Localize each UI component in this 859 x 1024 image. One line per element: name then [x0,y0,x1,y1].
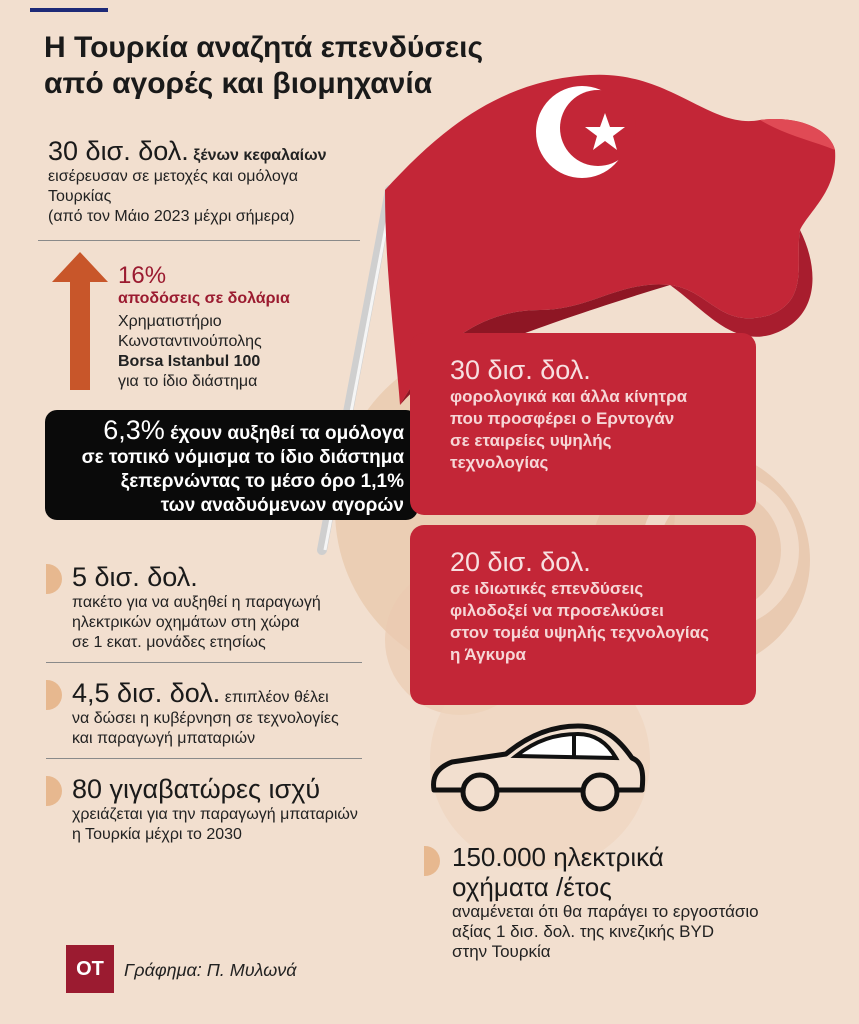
page-title [44,30,483,102]
title-line-2: από αγορές και βιομηχανία [44,67,433,100]
bonds-line-1: έχουν αυξηθεί τα ομόλογα [170,423,404,444]
battery-tech-line-2: να δώσει η κυβέρνηση σε τεχνολογίες [72,710,339,727]
divider [46,758,362,759]
bonds-box [45,410,418,520]
incentives-line-4: τεχνολογίας [450,453,549,472]
private-investment-line-4: η Άγκυρα [450,645,526,664]
up-arrow-icon [52,252,108,390]
top-accent-bar [30,8,108,12]
bonds-line-3: ξεπερνώντας το μέσο όρο 1,1% [120,471,404,492]
borsa-line-2: Κωνσταντινούπολης [118,333,262,350]
foreign-capital-stat [48,136,378,227]
borsa-label: αποδόσεις σε δολάρια [118,290,290,307]
ev-package-line-2: ηλεκτρικών οχημάτων στη χώρα [72,614,300,631]
ev-package-item [72,562,362,653]
bonds-line-4: των αναδυόμενων αγορών [160,495,404,516]
foreign-capital-label: ξένων κεφαλαίων [193,147,327,164]
ev-package-line-1: πακέτο για να αυξηθεί η παραγωγή [72,594,321,611]
ot-logo: ΟΤ [66,945,114,993]
incentives-amount: 30 δισ. δολ. [450,355,591,385]
bonds-percent: 6,3% [103,415,165,445]
byd-line-2: αξίας 1 δισ. δολ. της κινεζικής BYD [452,922,715,941]
borsa-stat [118,262,338,392]
byd-line-3: στην Τουρκία [452,942,551,961]
gigawatt-line-1: χρειάζεται για την παραγωγή μπαταριών [72,806,358,823]
ev-package-line-3: σε 1 εκατ. μονάδες ετησίως [72,634,266,651]
battery-tech-item [72,678,372,749]
foreign-capital-line-3: (από τον Μάιο 2023 μέχρι σήμερα) [48,208,295,225]
incentives-line-3: σε εταιρείες υψηλής [450,431,612,450]
incentives-line-1: φορολογικά και άλλα κίνητρα [450,387,688,406]
private-investment-line-3: στον τομέα υψηλής τεχνολογίας [450,623,709,642]
foreign-capital-amount: 30 δισ. δολ. [48,136,189,166]
ev-package-amount: 5 δισ. δολ. [72,562,198,592]
divider [46,662,362,663]
car-icon [428,718,648,818]
gigawatt-line-2: η Τουρκία μέχρι το 2030 [72,826,242,843]
battery-tech-amount: 4,5 δισ. δολ. [72,678,221,708]
borsa-line-3: Borsa Istanbul 100 [118,353,261,370]
byd-amount-line-1: 150.000 ηλεκτρικά [452,842,664,872]
bonds-line-2: σε τοπικό νόμισμα το ίδιο διάστημα [81,447,404,468]
divider [38,240,360,241]
byd-line-1: αναμένεται ότι θα παράγει το εργοστάσιο [452,902,759,921]
graphic-credit: Γράφημα: Π. Μυλωνά [124,960,297,980]
private-investment-amount: 20 δισ. δολ. [450,547,591,577]
gigawatt-amount: 80 γιγαβατώρες ισχύ [72,774,321,804]
incentives-box [410,333,756,515]
private-investment-line-1: σε ιδιωτικές επενδύσεις [450,579,644,598]
borsa-line-4: για το ίδιο διάστημα [118,373,258,390]
private-investment-line-2: φιλοδοξεί να προσελκύσει [450,601,664,620]
borsa-line-1: Χρηματιστήριο [118,313,222,330]
title-line-1: Η Τουρκία αναζητά επενδύσεις [44,31,484,64]
battery-tech-line-1: επιπλέον θέλει [224,689,329,706]
incentives-line-2: που προσφέρει ο Ερντογάν [450,409,675,428]
battery-tech-line-3: και παραγωγή μπαταριών [72,730,256,747]
borsa-percent: 16% [118,262,167,289]
byd-amount-line-2: οχήματα /έτος [452,872,612,902]
gigawatt-item [72,774,392,845]
byd-production [452,842,842,962]
foreign-capital-line-1: εισέρευσαν σε μετοχές και ομόλογα [48,168,298,185]
private-investment-box [410,525,756,705]
foreign-capital-line-2: Τουρκίας [48,188,112,205]
